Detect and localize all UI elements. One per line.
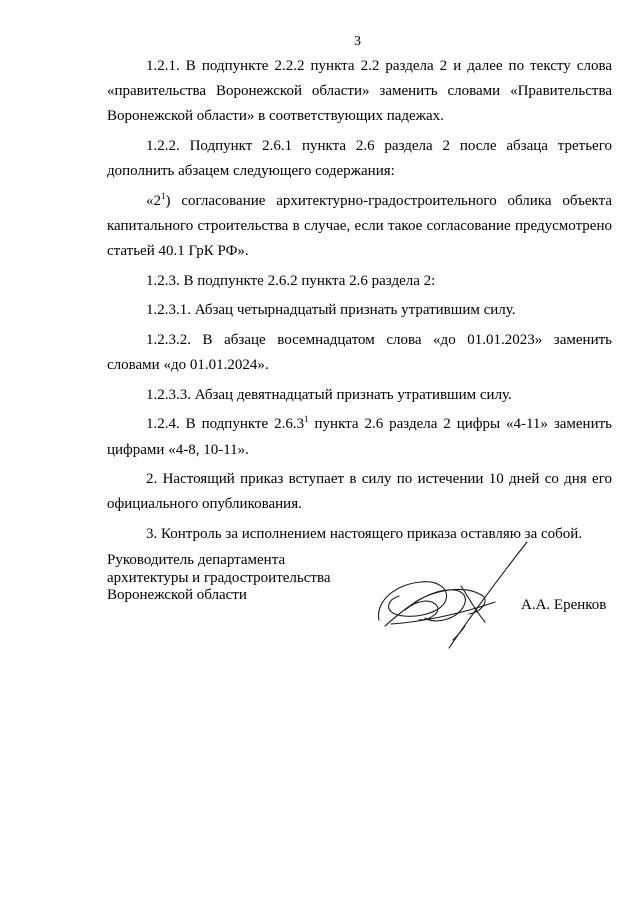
paragraph-1-2-3-3: 1.2.3.3. Абзац девятнадцатый признать утратившим силу. xyxy=(146,386,512,403)
paragraph-1-2-2-inserted-text xyxy=(107,189,612,265)
paragraph-1-2-1: 1.2.1. В подпункте 2.2.2 пункта 2.2 раздела 2 и далее по тексту слова «правительства Воронежской области» заменить словами «Правительства Воронежской области» в соответствующих падежах. xyxy=(107,58,612,125)
paragraph-1-2-4-start: 1.2.4. В подпункте 2.6.3 xyxy=(146,416,305,433)
superscript: 1 xyxy=(161,190,166,201)
paragraph-1-2-3-1: 1.2.3.1. Абзац четырнадцатый признать утратившим силу. xyxy=(146,302,516,319)
signer-position-line-1: Руководитель департамента xyxy=(107,552,286,568)
paragraph-1-2-3-2: 1.2.3.2. В абзаце восемнадцатом слова «до 01.01.2023» заменить словами «до 01.01.2024». xyxy=(107,331,612,374)
inserted-text-start: «2 xyxy=(146,192,161,209)
paragraph-1-2-3: 1.2.3. В подпункте 2.6.2 пункта 2.6 раздела 2: xyxy=(146,272,436,289)
paragraph-1-2-4 xyxy=(107,412,612,462)
paragraph-2: 2. Настоящий приказ вступает в силу по истечении 10 дней со дня его официального опубликования. xyxy=(107,471,612,513)
paragraph-3: 3. Контроль за исполнением настоящего приказа оставляю за собой. xyxy=(146,525,583,542)
paragraph-1-2-2: 1.2.2. Подпункт 2.6.1 пункта 2.6 раздела 2 после абзаца третьего дополнить абзацем следующего содержания: xyxy=(107,138,612,180)
signer-position-line-2: архитектуры и градостроительства xyxy=(107,569,331,586)
paragraph-1-2-4-rest: пункта 2.6 раздела 2 цифры «4-11» заменить цифрами «4-8, 10-11». xyxy=(107,416,613,458)
document-body xyxy=(107,54,612,552)
inserted-text-rest: ) согласование архитектурно-градостроительного облика объекта капитального строительства в случае, если такое согласование предусмотрено статьей 40.1 ГрК РФ». xyxy=(107,192,612,260)
signer-position-line-3: Воронежской области xyxy=(107,587,247,603)
signer-name: А.А. Еренков xyxy=(521,597,607,613)
page-number: 3 xyxy=(354,34,361,49)
signer-position xyxy=(107,552,330,605)
superscript: 1 xyxy=(304,414,309,425)
handwritten-signature xyxy=(365,540,545,660)
